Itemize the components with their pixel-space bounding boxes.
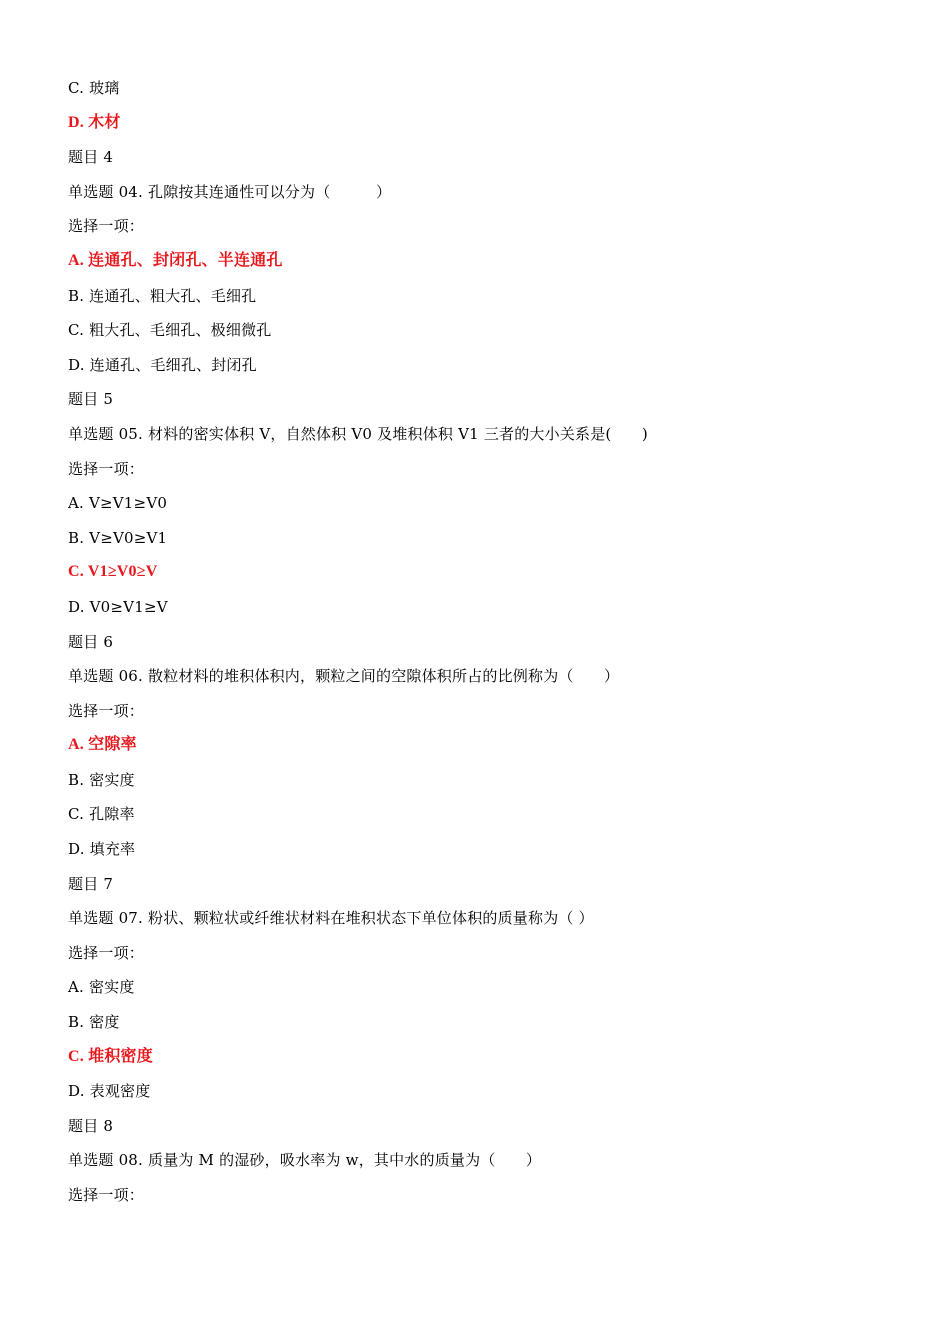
answer-option: A. 密实度 xyxy=(68,978,135,997)
answer-option: D. V0≥V1≥V xyxy=(68,597,168,616)
question-text: 单选题 05. 材料的密实体积 V，自然体积 V0 及堆积体积 V1 三者的大小关系是( ) xyxy=(68,424,648,443)
correct-answer-option: D. 木材 xyxy=(68,113,121,131)
question-text: 单选题 06. 散粒材料的堆积体积内，颗粒之间的空隙体积所占的比例称为（ ） xyxy=(68,667,620,686)
question-number-heading: 题目 8 xyxy=(68,1116,114,1135)
answer-option: D. 填充率 xyxy=(68,840,136,859)
answer-option: D. 表观密度 xyxy=(68,1082,151,1101)
question-text: 单选题 04. 孔隙按其连通性可以分为（ ） xyxy=(68,182,392,201)
choose-one-prompt: 选择一项： xyxy=(68,217,145,236)
choose-one-prompt: 选择一项： xyxy=(68,459,145,478)
answer-option: A. V≥V1≥V0 xyxy=(68,494,168,513)
answer-option: B. V≥V0≥V1 xyxy=(68,528,168,547)
correct-answer-option: A. 空隙率 xyxy=(68,736,137,754)
choose-one-prompt: 选择一项： xyxy=(68,1186,145,1204)
answer-option: C. 粗大孔、毛细孔、极细微孔 xyxy=(68,321,272,340)
answer-option: C. 孔隙率 xyxy=(68,805,135,824)
document-page xyxy=(68,71,888,1213)
question-text: 单选题 07. 粉状、颗粒状或纤维状材料在堆积状态下单位体积的质量称为（ ） xyxy=(68,909,594,928)
answer-option: B. 密实度 xyxy=(68,770,135,789)
correct-answer-option: A. 连通孔、封闭孔、半连通孔 xyxy=(68,251,283,269)
question-number-heading: 题目 6 xyxy=(68,632,114,651)
answer-option: C. 玻璃 xyxy=(68,79,120,97)
correct-answer-option: C. V1≥V0≥V xyxy=(68,563,158,581)
question-number-heading: 题目 5 xyxy=(68,390,114,409)
question-text: 单选题 08. 质量为 M 的湿砂，吸水率为 w，其中水的质量为（ ） xyxy=(68,1151,542,1170)
choose-one-prompt: 选择一项： xyxy=(68,701,145,720)
correct-answer-option: C. 堆积密度 xyxy=(68,1047,153,1065)
answer-option: B. 密度 xyxy=(68,1013,120,1032)
answer-option: B. 连通孔、粗大孔、毛细孔 xyxy=(68,286,257,305)
question-number-heading: 题目 7 xyxy=(68,874,114,893)
answer-option: D. 连通孔、毛细孔、封闭孔 xyxy=(68,355,257,374)
choose-one-prompt: 选择一项： xyxy=(68,943,145,962)
question-number-heading: 题目 4 xyxy=(68,148,114,167)
